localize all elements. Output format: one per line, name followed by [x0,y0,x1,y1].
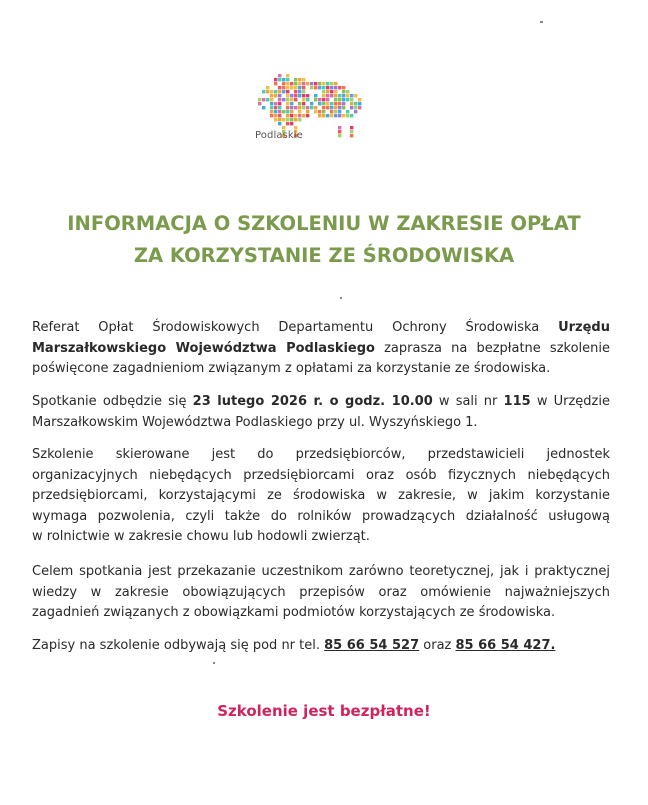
logo-pixel [330,106,333,109]
logo-pixel [270,98,273,101]
logo-pixel [326,90,329,93]
logo-pixel [350,134,353,137]
logo-pixel [286,74,289,77]
logo-pixel [314,94,317,97]
logo-pixel [298,82,301,85]
logo-pixel [322,94,325,97]
text-span: w Urzędzie [530,394,610,409]
logo-pixel [266,90,269,93]
logo-pixel [326,106,329,109]
logo-pixel [286,90,289,93]
logo-pixel [350,126,353,129]
logo-pixel [342,102,345,105]
logo-pixel [294,94,297,97]
logo-pixel [342,114,345,117]
logo-pixel [286,110,289,113]
logo-pixel [358,98,361,101]
logo-pixel [322,110,325,113]
logo-pixel [306,106,309,109]
logo-pixel [342,106,345,109]
logo-pixel [290,86,293,89]
logo-pixel [298,114,301,117]
room-number: 115 [503,394,531,409]
logo-pixel [342,94,345,97]
speck-mark [540,21,543,23]
logo-pixel [338,98,341,101]
logo-pixel [298,86,301,89]
logo-pixel [346,90,349,93]
logo-pixel [334,102,337,105]
logo-pixel [286,106,289,109]
logo-pixel [342,98,345,101]
logo-pixel [330,94,333,97]
logo-pixel [334,82,337,85]
logo-pixel [334,86,337,89]
logo-pixel [282,78,285,81]
logo-pixel [338,126,341,129]
logo-pixel [310,102,313,105]
logo-pixel [294,98,297,101]
logo-pixel [314,86,317,89]
logo-pixel [358,102,361,105]
logo-pixel [290,118,293,121]
paragraph-line: Celem spotkania jest przekazanie uczestnikom zarówno teoretycznej, jak i praktycznej [32,564,610,579]
logo-pixel [302,78,305,81]
paragraph-registration [32,636,610,657]
logo-pixel [346,94,349,97]
logo-pixel [298,90,301,93]
logo-pixel [278,86,281,89]
logo-pixel [266,98,269,101]
logo-pixel [334,90,337,93]
logo-pixel [338,94,341,97]
logo-pixel [354,94,357,97]
paragraph-line [32,339,610,360]
logo-pixel [314,106,317,109]
logo-pixel [330,110,333,113]
logo-pixel [290,106,293,109]
logo-pixel [354,102,357,105]
logo-pixel [278,102,281,105]
logo-pixel [338,106,341,109]
paragraph-line: Szkolenie skierowane jest do przedsiębiorców, przedstawicieli jednostek [32,447,610,462]
logo-pixel [282,118,285,121]
phone-number-2[interactable]: 85 66 54 427. [455,638,556,653]
logo-pixel [318,102,321,105]
logo-pixel [298,94,301,97]
logo-pixel [322,102,325,105]
logo-pixel [326,102,329,105]
logo-pixel [290,110,293,113]
logo-pixel [330,90,333,93]
logo-pixel [286,118,289,121]
logo-pixel [306,82,309,85]
logo-pixel [278,98,281,101]
logo-pixel [286,98,289,101]
logo-pixel [350,114,353,117]
logo-pixel [270,90,273,93]
logo-pixel [274,78,277,81]
logo-pixel [274,102,277,105]
logo-pixel [314,110,317,113]
logo-pixel [298,102,301,105]
logo-pixel [262,98,265,101]
logo-pixel [330,102,333,105]
logo-pixel [338,134,341,137]
logo-pixel [290,102,293,105]
logo-pixel [310,106,313,109]
logo-pixel [334,110,337,113]
logo-pixel [342,86,345,89]
logo-pixel [294,118,297,121]
paragraph-invitation [32,318,610,380]
logo-pixel [302,114,305,117]
logo-pixel [334,98,337,101]
logo-pixel [314,82,317,85]
logo-pixel [270,114,273,117]
logo-pixel [310,86,313,89]
logo-text: Podlaskie [255,130,303,141]
logo-pixel [270,94,273,97]
logo-pixel [338,114,341,117]
logo-pixel [278,114,281,117]
logo-pixel [294,126,297,129]
logo-pixel [350,102,353,105]
logo-pixel [258,102,261,105]
logo-pixel [298,106,301,109]
logo-pixel [294,86,297,89]
logo-pixel [314,98,317,101]
paragraph-audience [32,445,610,548]
logo-pixel [334,94,337,97]
logo-pixel [274,118,277,121]
paragraph-line: poświęcone zagadnieniom związanym z opłatami za korzystanie ze środowiska. [32,361,551,376]
logo-pixel [302,98,305,101]
logo-pixel [354,106,357,109]
logo-pixel [290,82,293,85]
logo-pixel [282,90,285,93]
logo-pixel [302,82,305,85]
logo-pixel [294,82,297,85]
podlaskie-logo [250,66,370,150]
logo-pixel [318,110,321,113]
logo-pixel [286,102,289,105]
logo-pixel [354,110,357,113]
logo-pixel [350,98,353,101]
text-span: Referat Opłat Środowiskowych Departamentu Ochrony Środowiska [32,320,559,335]
logo-pixel [358,106,361,109]
logo-pixel [294,106,297,109]
logo-pixel [302,94,305,97]
logo-pixel [278,122,281,125]
logo-pixel [318,82,321,85]
meeting-date: 23 lutego 2026 r. o godz. 10.00 [192,394,433,409]
free-notice: Szkolenie jest bezpłatne! [217,702,431,720]
logo-pixel [334,106,337,109]
logo-pixel [306,114,309,117]
logo-pixel [278,110,281,113]
logo-pixel [266,86,269,89]
speck-mark [340,297,342,299]
logo-pixel [270,106,273,109]
paragraph-line: organizacyjnych niebędących przedsiębiorcami oraz osób fizycznych niebędących [32,467,610,483]
logo-pixel [326,86,329,89]
logo-pixel [330,114,333,117]
paragraph-line: wiedzy w zakresie obowiązujących przepisów oraz omówienie najważniejszych [32,584,610,600]
logo-pixel [338,102,341,105]
logo-pixel [270,102,273,105]
logo-pixel [350,106,353,109]
logo-pixel [342,90,345,93]
paragraph-line [32,392,610,413]
logo-pixel [338,86,341,89]
logo-pixel [274,90,277,93]
logo-pixel [322,90,325,93]
logo-pixel [338,110,341,113]
logo-pixel [274,82,277,85]
logo-pixel [346,114,349,117]
title-line-2: ZA KORZYSTANIE ZE ŚRODOWISKA [133,244,515,267]
logo-pixel [262,106,265,109]
paragraph-line: wymaga pozwolenia, czyli także do rolników prowadzących działalność usługową [32,508,610,524]
logo-pixel [302,106,305,109]
logo-pixel [278,118,281,121]
logo-pixel [350,94,353,97]
text-span: Zapisy na szkolenie odbywają się pod nr tel. [32,638,325,653]
logo-pixel [306,110,309,113]
logo-pixel [282,98,285,101]
logo-pixel [298,78,301,81]
paragraph-line: Marszałkowskim Województwa Podlaskiego przy ul. Wyszyńskiego 1. [32,414,478,430]
logo-pixel [290,94,293,97]
logo-pixel [278,106,281,109]
logo-pixel [326,82,329,85]
logo-pixel [278,94,281,97]
text-span: Spotkanie odbędzie się [32,394,193,409]
office-name-bold: Marszałkowskiego Województwa Podlaskiego [32,340,375,356]
logo-pixel [262,90,265,93]
text-span: w sali nr [432,394,504,409]
office-name-bold: Urzędu [558,320,610,335]
logo-pixel [306,94,309,97]
logo-pixel [282,86,285,89]
logo-pixel [290,122,293,125]
logo-pixel [306,98,309,101]
logo-pixel [278,78,281,81]
paragraph-line [32,318,610,339]
logo-pixel [326,98,329,101]
paragraph-meeting [32,392,610,433]
logo-pixel [346,98,349,101]
logo-pixel [302,86,305,89]
logo-pixel [298,110,301,113]
logo-pixel [294,78,297,81]
logo-pixel [278,90,281,93]
logo-pixel [322,98,325,101]
logo-pixel [278,74,281,77]
logo-pixel [294,90,297,93]
logo-pixel [286,122,289,125]
logo-pixel [322,106,325,109]
logo-pixel [330,86,333,89]
paragraph-line: przedsiębiorcami, korzystającymi ze środowiska w zakresie, w jakim korzystanie [32,488,610,503]
logo-pixel [282,126,285,129]
logo-pixel [322,114,325,117]
logo-pixel [294,114,297,117]
logo-pixel [286,78,289,81]
logo-pixel [274,114,277,117]
speck-mark [213,662,215,664]
logo-pixel [310,82,313,85]
logo-pixel [322,82,325,85]
logo-pixel [302,90,305,93]
paragraph-line: zagadnień związanych z obowiązkami podmiotów korzystających ze środowiska. [32,605,556,620]
logo-pixel [318,98,321,101]
logo-pixel [318,86,321,89]
logo-pixel [286,94,289,97]
logo-pixel [270,110,273,113]
logo-pixel [346,110,349,113]
logo-pixel [326,94,329,97]
paragraph-goal [32,562,610,624]
logo-pixel [334,114,337,117]
paragraph-line [32,636,610,657]
logo-pixel [286,82,289,85]
logo-pixel [258,98,261,101]
logo-pixel [330,82,333,85]
logo-pixel [302,102,305,105]
logo-pixel [274,110,277,113]
text-span: oraz [419,638,456,653]
logo-pixel [290,114,293,117]
logo-pixel [274,94,277,97]
logo-pixel [322,86,325,89]
logo-pixel [286,86,289,89]
logo-pixel [298,118,301,121]
logo-pixel [318,114,321,117]
phone-number-1[interactable]: 85 66 54 527 [324,638,420,653]
paragraph-line: w rolnictwie w zakresie chowu lub hodowli zwierząt. [32,529,370,544]
logo-pixel [286,114,289,117]
logo-pixel [350,130,353,133]
logo-pixel [326,114,329,117]
title-line-1: INFORMACJA O SZKOLENIU W ZAKRESIE OPŁAT [67,212,581,235]
logo-pixel [290,98,293,101]
logo-pixel [338,130,341,133]
logo-pixel [274,106,277,109]
logo-pixel [282,82,285,85]
logo-pixel [282,110,285,113]
text-span: zaprasza na bezpłatne szkolenie [374,340,610,356]
page-title [40,208,608,272]
